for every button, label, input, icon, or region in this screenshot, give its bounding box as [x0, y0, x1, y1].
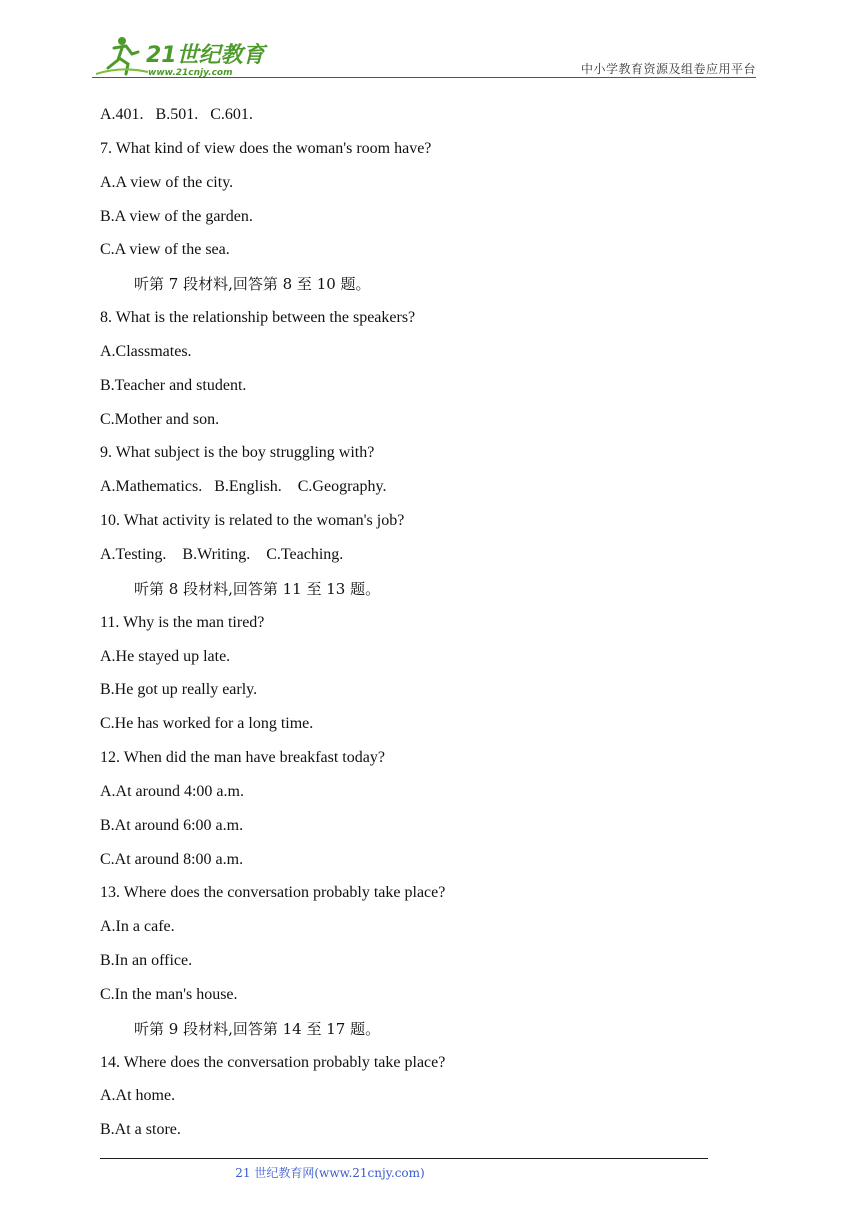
question-line: 14. Where does the conversation probably take place?	[100, 1053, 446, 1071]
question-line: B.At around 6:00 a.m.	[100, 816, 244, 834]
question-line: A.Mathematics. B.English. C.Geography.	[100, 478, 387, 496]
page-footer	[100, 1164, 760, 1182]
page-header	[92, 30, 756, 78]
svg-text:www.21cnjy.com: www.21cnjy.com	[148, 68, 233, 78]
question-line: 13. Where does the conversation probably take place?	[100, 884, 446, 902]
question-line: A.Testing. B.Writing. C.Teaching.	[100, 545, 344, 563]
question-line: A.Classmates.	[100, 342, 192, 360]
question-line: 12. When did the man have breakfast today?	[100, 749, 385, 767]
question-line: C.In the man's house.	[100, 985, 238, 1003]
section-instruction: 听第 8 段材料,回答第 11 至 13 题。	[134, 579, 381, 598]
question-line: 9. What subject is the boy struggling with?	[100, 444, 375, 462]
question-line: 8. What is the relationship between the speakers?	[100, 309, 416, 327]
svg-text:21世纪教育: 21世纪教育	[146, 43, 265, 68]
question-line: B.He got up really early.	[100, 681, 258, 699]
question-line: B.A view of the garden.	[100, 207, 253, 225]
question-line: B.In an office.	[100, 952, 193, 970]
footer-divider	[100, 1158, 708, 1159]
section-instruction: 听第 7 段材料,回答第 8 至 10 题。	[134, 275, 371, 294]
question-line: A.At home.	[100, 1087, 176, 1105]
question-line: C.At around 8:00 a.m.	[100, 850, 244, 868]
question-line: 7. What kind of view does the woman's room have?	[100, 139, 432, 157]
question-line: A.A view of the city.	[100, 173, 234, 191]
platform-name: 中小学教育资源及组卷应用平台	[580, 62, 756, 76]
question-line: A.He stayed up late.	[100, 647, 231, 665]
question-line: C.He has worked for a long time.	[100, 715, 314, 733]
runner-logo-icon	[92, 34, 272, 78]
section-instruction: 听第 9 段材料,回答第 14 至 17 题。	[134, 1019, 381, 1038]
question-line: C.Mother and son.	[100, 410, 220, 428]
question-line: C.A view of the sea.	[100, 241, 230, 259]
question-line: 10. What activity is related to the woman's job?	[100, 512, 405, 530]
question-line: B.Teacher and student.	[100, 376, 247, 394]
question-list	[100, 102, 760, 1151]
question-line: A.In a cafe.	[100, 918, 175, 936]
question-line: B.At a store.	[100, 1121, 181, 1139]
logo	[92, 34, 272, 78]
header-divider	[92, 77, 756, 78]
footer-text: 21 世纪教育网(www.21cnjy.com)	[235, 1166, 425, 1180]
question-line: 11. Why is the man tired?	[100, 613, 265, 631]
question-line: A.401. B.501. C.601.	[100, 106, 253, 123]
question-line: A.At around 4:00 a.m.	[100, 782, 244, 800]
